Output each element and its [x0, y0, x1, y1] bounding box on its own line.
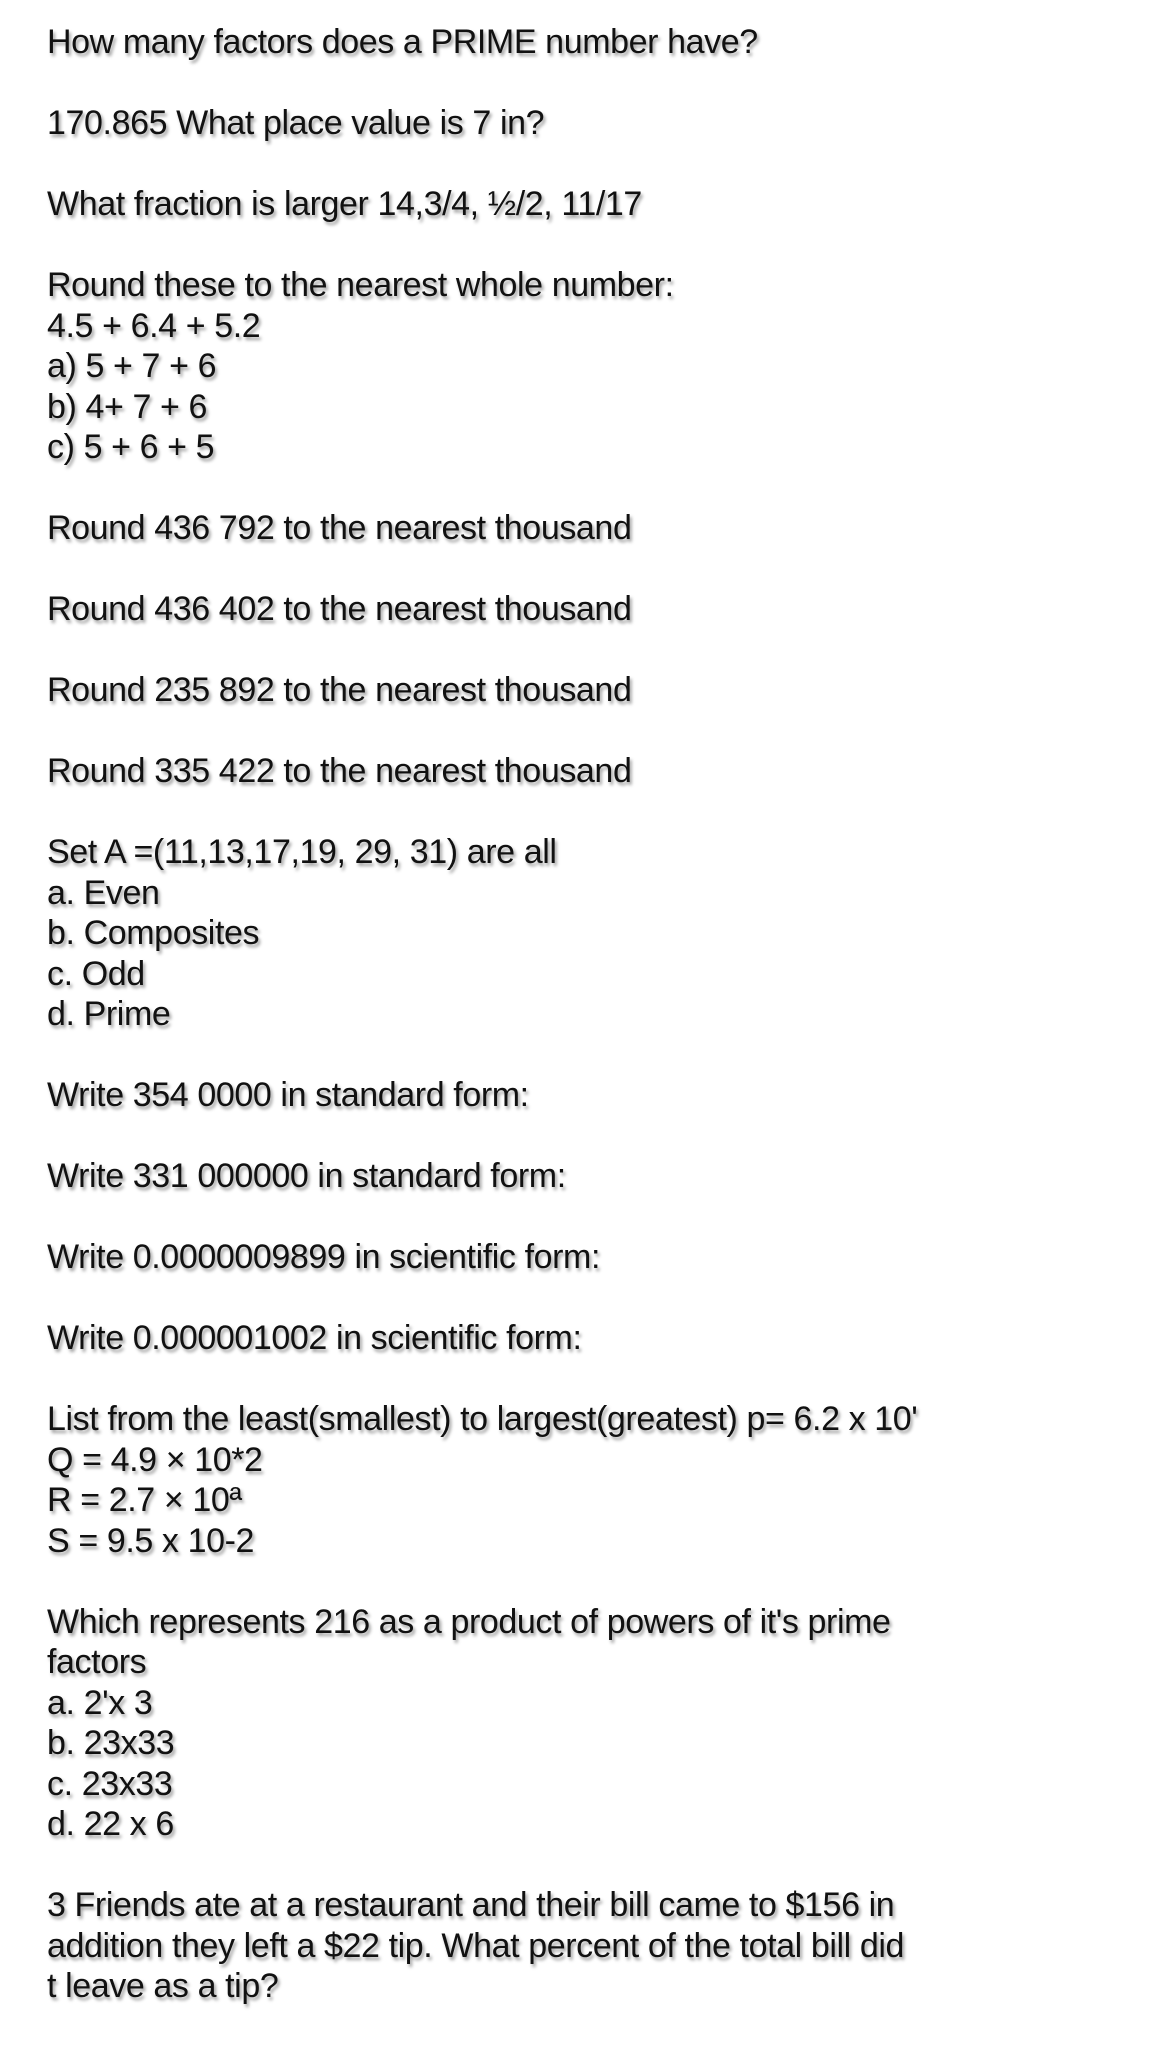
answer-option: a. 2'x 3 [47, 1683, 153, 1722]
question-line: Set A =(11,13,17,19, 29, 31) are all [47, 833, 557, 871]
question-line: factors [47, 1643, 147, 1681]
value-line: S = 9.5 x 10-2 [47, 1521, 255, 1560]
question-round-thousand-1 [47, 508, 1107, 549]
question-place-value [47, 103, 1107, 144]
question-scientific-form-1 [47, 1237, 1107, 1278]
question-round-whole-number [47, 265, 1107, 468]
question-line: List from the least(smallest) to largest(greatest) p= 6.2 x 10' [47, 1400, 918, 1438]
question-prime-factorization [47, 1602, 1107, 1845]
answer-option: c) 5 + 6 + 5 [47, 428, 215, 466]
question-round-thousand-3 [47, 670, 1107, 711]
answer-option: b. Composites [47, 914, 260, 952]
question-line: addition they left a $22 tip. What percent of the total bill did [47, 1926, 905, 1965]
question-order-values [47, 1399, 1107, 1561]
answer-option: d. 22 x 6 [47, 1805, 174, 1843]
question-line: Round 436 402 to the nearest thousand [47, 590, 632, 628]
question-set-a [47, 832, 1107, 1035]
question-line: t leave as a tip? [47, 1967, 279, 2005]
question-larger-fraction [47, 184, 1107, 225]
question-scientific-form-2 [47, 1318, 1107, 1359]
answer-option: a. Even [47, 873, 160, 912]
question-line: Write 331 000000 in standard form: [47, 1157, 566, 1195]
question-standard-form-1 [47, 1075, 1107, 1116]
question-line: Write 354 0000 in standard form: [47, 1076, 529, 1114]
value-line: Q = 4.9 × 10*2 [47, 1440, 263, 1479]
question-line: How many factors does a PRIME number have? [47, 23, 758, 61]
value-line: R = 2.7 × 10ª [47, 1481, 242, 1519]
question-line: 3 Friends ate at a restaurant and their bill came to $156 in [47, 1886, 895, 1924]
answer-option: a) 5 + 7 + 6 [47, 347, 217, 385]
question-line: 170.865 What place value is 7 in? [47, 104, 545, 142]
question-tip-percent [47, 1885, 1107, 2007]
question-standard-form-2 [47, 1156, 1107, 1197]
question-round-thousand-4 [47, 751, 1107, 792]
answer-option: b) 4+ 7 + 6 [47, 387, 208, 426]
question-prime-factors [47, 22, 1107, 63]
question-round-thousand-2 [47, 589, 1107, 630]
answer-option: d. Prime [47, 995, 171, 1033]
answer-option: c. Odd [47, 954, 145, 993]
worksheet-document [47, 22, 1107, 2047]
question-line: Round 335 422 to the nearest thousand [47, 752, 632, 790]
answer-option: b. 23x33 [47, 1724, 175, 1762]
question-line: Round these to the nearest whole number: [47, 266, 674, 304]
question-line: Round 235 892 to the nearest thousand [47, 671, 632, 709]
answer-option: c. 23x33 [47, 1764, 173, 1803]
question-line: What fraction is larger 14,3/4, ½/2, 11/17 [47, 185, 642, 223]
expression-line: 4.5 + 6.4 + 5.2 [47, 306, 261, 345]
question-line: Round 436 792 to the nearest thousand [47, 509, 632, 547]
question-line: Write 0.0000009899 in scientific form: [47, 1238, 601, 1276]
question-line: Which represents 216 as a product of powers of it's prime [47, 1602, 891, 1641]
question-line: Write 0.000001002 in scientific form: [47, 1319, 582, 1357]
